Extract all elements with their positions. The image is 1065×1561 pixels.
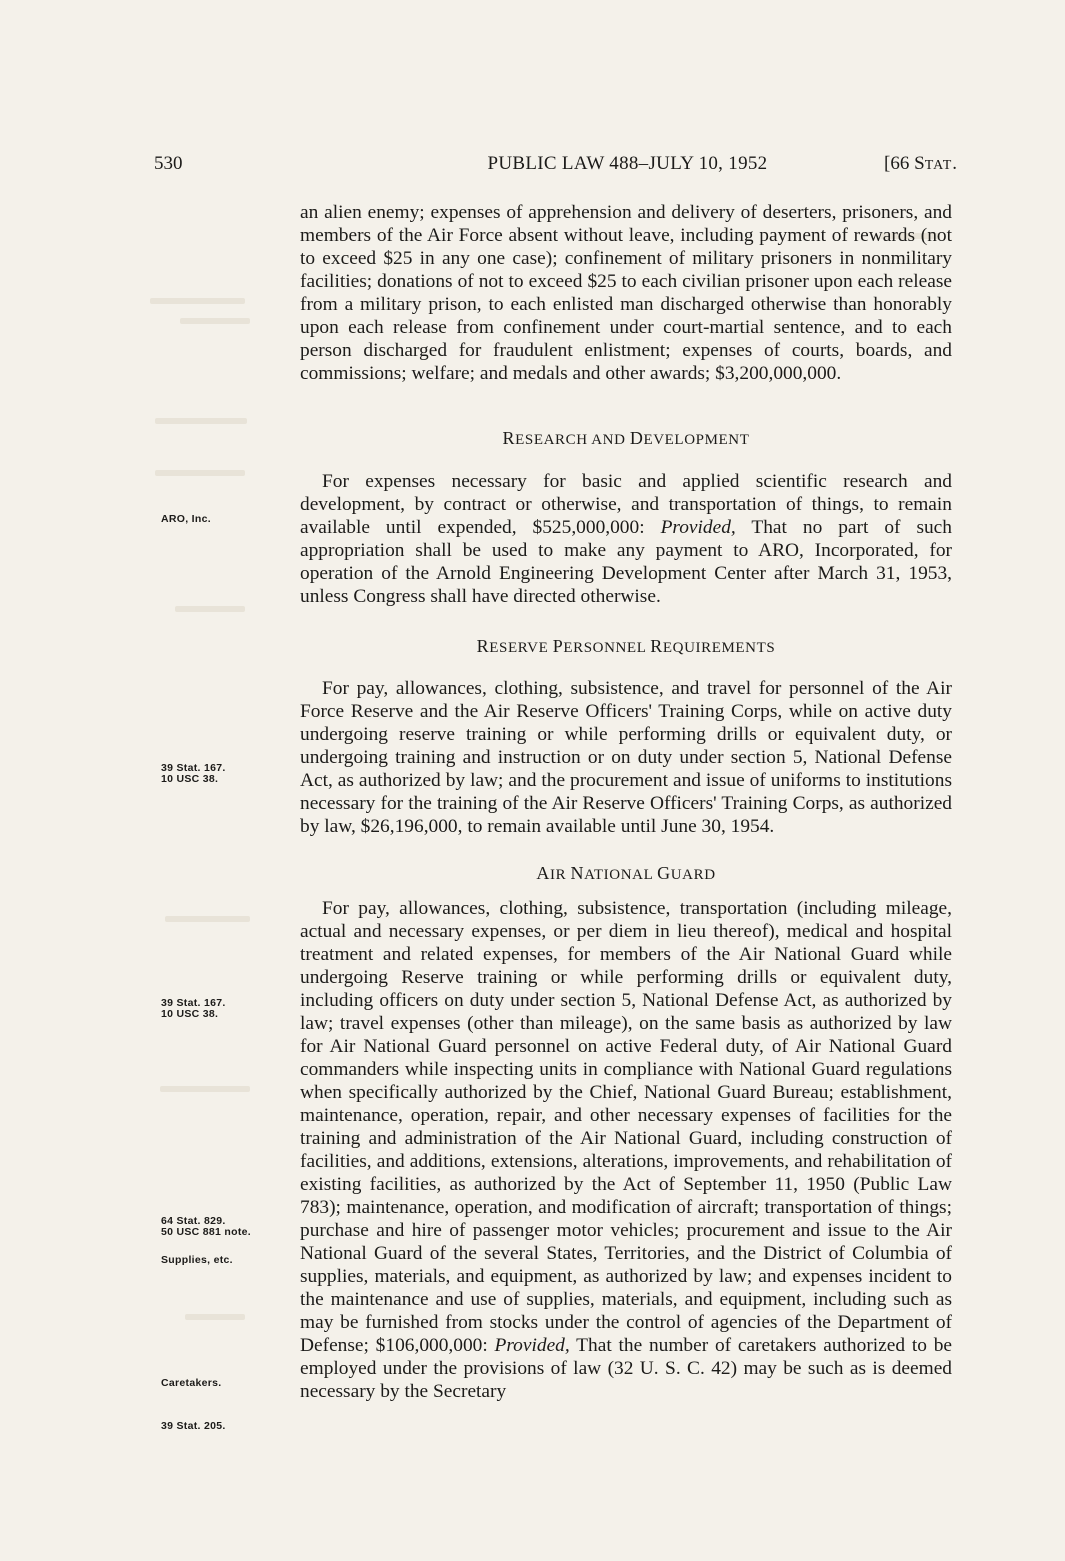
heading-reserve-personnel: RESERVE PERSONNEL REQUIREMENTS [476, 636, 776, 656]
heading-research-development: RESEARCH AND DEVELOPMENT [502, 428, 750, 448]
margin-note-citation: 64 Stat. 829. 50 USC 881 note. [161, 1215, 251, 1238]
heading-air-national-guard: AIR NATIONAL GUARD [536, 863, 716, 883]
paragraph-research: For expenses necessary for basic and applied scientific research and development, by contract or otherwise, and transportation of things, to remain available until expended, $525,000,000: Provided, That no part of such appropriation shall be used to make any payment to ARO, Incorporated, for operation of the Arnold Engineering Development Center after March 31, 1953, unless Congress shall have directed otherwise. [300, 471, 952, 607]
paragraph-awards: an alien enemy; expenses of apprehension and delivery of deserters, prisoners, and members of the Air Force absent without leave, including payment of rewards (not to exceed $25 in any one case); confinement of military prisoners in nonmilitary facilities; donations of not to exceed $25 to each civilian prisoner upon each release from a military prison, to each enlisted man discharged otherwise than honorably upon each release from confinement under court-martial sentence, and to each person discharged for fraudulent enlistment; expenses of courts, boards, and commissions; welfare; and medals and other awards; $3,200,000,000. [300, 202, 952, 384]
margin-note-citation: 39 Stat. 167. 10 USC 38. [161, 997, 226, 1020]
bleed-through-mark [160, 1086, 250, 1092]
statute-volume-prefix: [66 S [884, 153, 925, 174]
bleed-through-mark [180, 318, 250, 324]
statute-volume-suffix: . [952, 153, 957, 174]
margin-note-citation: 39 Stat. 205. [161, 1420, 226, 1432]
bleed-through-mark [155, 418, 247, 424]
page-title: PUBLIC LAW 488–JULY 10, 1952 [487, 153, 768, 174]
bleed-through-mark [155, 470, 245, 476]
bleed-through-mark [165, 916, 250, 922]
statute-volume [875, 151, 957, 177]
paragraph-reserve: For pay, allowances, clothing, subsistence, and travel for personnel of the Air Force Reserve and the Air Reserve Officers' Training Corps, while on active duty undergoing reserve training or while performing drills or equivalent duty, or undergoing training and instruction or on duty under section 5, National Defense Act, as authorized by law; and the procurement and issue of uniforms to institutions necessary for the training of the Air Reserve Officers' Training Corps, as authorized by law, $26,196,000, to remain available until June 30, 1954. [300, 678, 952, 837]
bleed-through-mark [185, 1314, 245, 1320]
statute-volume-smallcaps: TAT [924, 158, 953, 173]
margin-note-aro: ARO, Inc. [161, 513, 211, 525]
page-number: 530 [154, 153, 183, 174]
margin-note-citation: 39 Stat. 167. 10 USC 38. [161, 762, 226, 785]
bleed-through-mark [150, 298, 245, 304]
margin-note-caretakers: Caretakers. [161, 1377, 222, 1389]
paragraph-air-national-guard: For pay, allowances, clothing, subsistence, transportation (including mileage, actual and necessary expenses, or per diem in lieu thereof), medical and hospital treatment and related expenses, for members of the Air National Guard while undergoing Reserve training or while performing drills or equivalent duty, including officers on duty under section 5, National Defense Act, as authorized by law; travel expenses (other than mileage), on the same basis as authorized by law for Air National Guard personnel on active Federal duty, of Air National Guard commanders while inspecting units in compliance with National Guard regulations when specifically authorized by the Chief, National Guard Bureau; establishment, maintenance, operation, repair, and other necessary expenses of facilities for the training and administration of the Air National Guard, including construction of facilities, and additions, extensions, alterations, improvements, and rehabilitation of existing facilities, as authorized by the Act of September 11, 1950 (Public Law 783); maintenance, operation, and modification of aircraft; transportation of things; purchase and hire of passenger motor vehicles; procurement and issue to the Air National Guard of the several States, Territories, and the District of Columbia of supplies, materials, and equipment, as authorized by law; and expenses incident to the maintenance and use of supplies, materials, and equipment, including such as may be furnished from stocks under the control of agencies of the Department of Defense; $106,000,000: Provided, That the number of caretakers authorized to be employed under the provisions of law (32 U. S. C. 42) may be such as is deemed necessary by the Secretary [300, 898, 953, 1402]
margin-note-supplies: Supplies, etc. [161, 1254, 233, 1266]
bleed-through-mark [175, 606, 245, 612]
